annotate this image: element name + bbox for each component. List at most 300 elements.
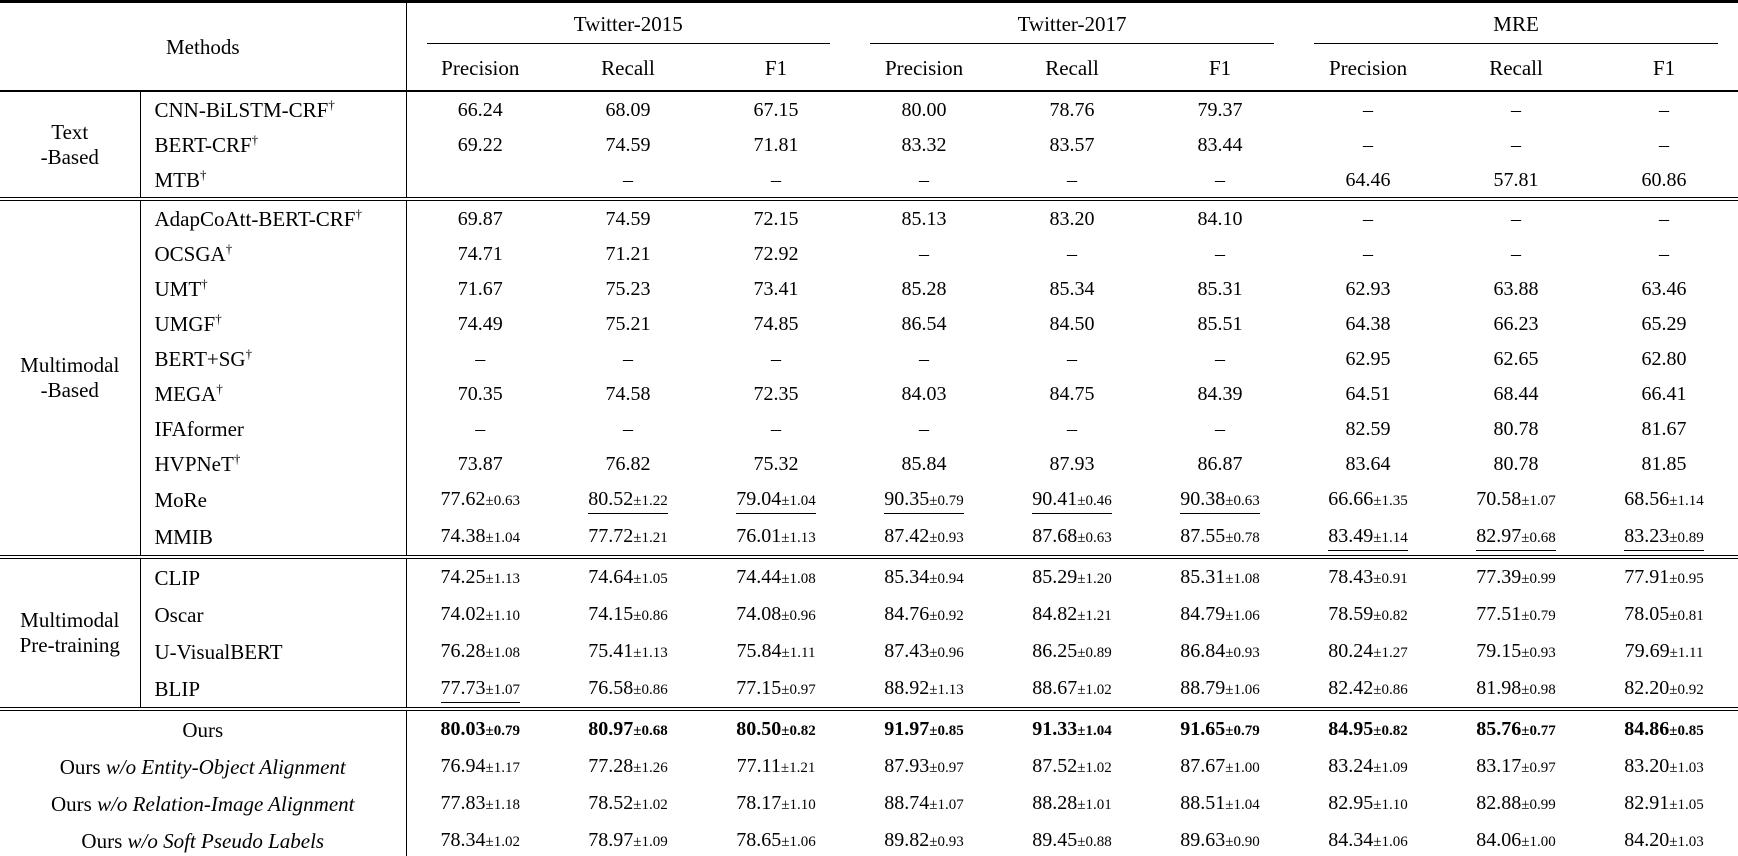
score-stddev: ±1.03	[1669, 759, 1704, 776]
score-stddev: ±1.18	[485, 796, 520, 813]
table-row	[0, 199, 1738, 236]
score-value: 87.55	[1180, 524, 1226, 547]
score-stddev: ±0.99	[1521, 570, 1556, 587]
method-name: Ours	[182, 717, 224, 742]
score-value: 86.25	[1032, 639, 1078, 662]
score-cell: 68.44	[1493, 382, 1539, 405]
score-stddev: ±0.93	[1521, 644, 1556, 661]
score-stddev: ±1.13	[781, 529, 816, 546]
score-cell: 85.34	[1049, 277, 1095, 300]
score-cell	[998, 822, 1146, 856]
underlined-value	[1328, 525, 1407, 551]
table-row	[0, 446, 1738, 481]
score-stddev: ±1.08	[781, 570, 816, 587]
score-cell	[998, 596, 1146, 633]
score-cell: –	[1511, 242, 1522, 265]
table-section	[0, 557, 1738, 709]
score-cell: –	[919, 347, 930, 370]
score-stddev: ±1.05	[633, 570, 668, 587]
score-cell	[1442, 709, 1590, 748]
underlined-value	[1476, 525, 1555, 551]
score-stddev: ±0.86	[633, 681, 668, 698]
score-stddev: ±0.98	[1521, 681, 1556, 698]
score-value: 91.65	[1180, 717, 1226, 740]
score-cell	[850, 670, 998, 709]
score-cell	[406, 162, 554, 199]
score-cell: –	[919, 417, 930, 440]
method-name: MEGA†	[140, 376, 406, 411]
underlined-value	[736, 488, 815, 514]
score-cell	[1294, 481, 1442, 518]
score-cell: 83.64	[1345, 452, 1391, 475]
score-stddev: ±0.94	[929, 570, 964, 587]
table-row	[0, 271, 1738, 306]
score-cell: 87.93	[1049, 452, 1095, 475]
underlined-value	[441, 677, 520, 703]
score-cell	[1590, 633, 1738, 670]
score-cell	[850, 748, 998, 785]
score-cell	[850, 822, 998, 856]
score-cell	[998, 518, 1146, 557]
score-cell: 84.10	[1197, 207, 1243, 230]
score-cell	[1146, 481, 1294, 518]
score-stddev: ±1.11	[1669, 644, 1704, 661]
method-name: IFAformer	[140, 411, 406, 446]
score-stddev: ±1.03	[1669, 833, 1704, 850]
score-stddev: ±1.22	[633, 492, 668, 509]
ablation-description: w/o Soft Pseudo Labels	[127, 828, 325, 853]
table-row	[0, 127, 1738, 162]
score-cell	[702, 670, 850, 709]
score-stddev: ±0.89	[1669, 529, 1704, 546]
table-row	[0, 341, 1738, 376]
score-value: 84.06	[1476, 828, 1522, 851]
methods-column-header: Methods	[166, 34, 240, 59]
score-stddev: ±1.10	[1373, 796, 1408, 813]
score-cell	[1294, 748, 1442, 785]
table-row	[0, 481, 1738, 518]
score-cell	[702, 822, 850, 856]
table-row	[0, 748, 1738, 785]
table-row	[0, 162, 1738, 199]
score-value: 78.52	[588, 791, 634, 814]
score-cell: –	[1067, 347, 1078, 370]
score-value: 84.34	[1328, 828, 1374, 851]
score-stddev: ±0.93	[1225, 644, 1260, 661]
score-stddev: ±0.82	[1373, 607, 1408, 624]
score-cell: 62.65	[1493, 347, 1539, 370]
score-cell	[702, 748, 850, 785]
score-value: 89.63	[1180, 828, 1226, 851]
score-cell: –	[771, 168, 782, 191]
score-cell	[1590, 785, 1738, 822]
method-name: AdapCoAtt-BERT-CRF†	[140, 199, 406, 236]
score-cell: 85.28	[901, 277, 947, 300]
metric-column-header: F1	[764, 56, 788, 80]
score-stddev: ±1.20	[1077, 570, 1112, 587]
table-row	[0, 633, 1738, 670]
score-stddev: ±1.17	[485, 759, 520, 776]
score-stddev: ±1.06	[1225, 607, 1260, 624]
score-stddev: ±1.13	[485, 570, 520, 587]
score-cell: 86.87	[1197, 452, 1243, 475]
score-value: 90.38	[1180, 487, 1226, 510]
score-value: 90.35	[884, 487, 930, 510]
score-stddev: ±0.63	[485, 492, 520, 509]
score-cell: 80.00	[901, 98, 947, 121]
score-value: 87.52	[1032, 754, 1078, 777]
score-cell	[406, 633, 554, 670]
score-cell: 80.78	[1493, 452, 1539, 475]
metric-column-header: F1	[1208, 56, 1232, 80]
score-value: 87.93	[884, 754, 930, 777]
score-stddev: ±1.11	[781, 644, 816, 661]
score-stddev: ±0.86	[633, 607, 668, 624]
score-cell	[1590, 557, 1738, 596]
score-stddev: ±0.85	[929, 722, 964, 739]
dataset-group-label: Twitter-2015	[427, 8, 831, 44]
score-cell: 74.58	[605, 382, 651, 405]
score-stddev: ±1.02	[1077, 759, 1112, 776]
score-value: 80.24	[1328, 639, 1374, 662]
score-cell: 83.44	[1197, 133, 1243, 156]
score-cell	[1294, 785, 1442, 822]
score-stddev: ±0.46	[1077, 492, 1112, 509]
score-value: 83.23	[1624, 524, 1670, 547]
dagger-mark: †	[201, 275, 208, 291]
score-cell: 72.35	[753, 382, 799, 405]
score-cell	[702, 785, 850, 822]
score-value: 70.58	[1476, 487, 1522, 510]
method-name: MoRe	[140, 481, 406, 518]
ablation-description: w/o Relation-Image Alignment	[97, 791, 355, 816]
score-cell: 63.46	[1641, 277, 1687, 300]
score-stddev: ±1.21	[1077, 607, 1112, 624]
score-value: 91.33	[1032, 717, 1078, 740]
score-value: 78.59	[1328, 602, 1374, 625]
score-stddev: ±0.96	[781, 607, 816, 624]
score-stddev: ±1.35	[1373, 492, 1408, 509]
score-cell	[850, 518, 998, 557]
score-value: 85.29	[1032, 565, 1078, 588]
score-cell	[406, 670, 554, 709]
score-value: 88.92	[884, 676, 930, 699]
score-stddev: ±1.14	[1373, 529, 1408, 546]
score-cell	[406, 748, 554, 785]
score-stddev: ±0.63	[1225, 492, 1260, 509]
score-value: 85.76	[1476, 717, 1522, 740]
score-cell: 81.85	[1641, 452, 1687, 475]
metric-column-header: Recall	[1045, 56, 1099, 80]
score-value: 78.34	[440, 828, 486, 851]
score-value: 68.56	[1624, 487, 1670, 510]
score-value: 77.72	[588, 524, 634, 547]
score-value: 74.38	[440, 524, 486, 547]
score-value: 88.79	[1180, 676, 1226, 699]
score-value: 84.20	[1624, 828, 1670, 851]
score-cell: –	[1659, 133, 1670, 156]
metric-column-header: F1	[1652, 56, 1676, 80]
score-stddev: ±1.05	[1669, 796, 1704, 813]
score-stddev: ±0.99	[1521, 796, 1556, 813]
score-cell	[1146, 785, 1294, 822]
table-row	[0, 411, 1738, 446]
score-value: 79.69	[1624, 639, 1670, 662]
score-cell: 63.88	[1493, 277, 1539, 300]
score-stddev: ±1.00	[1225, 759, 1260, 776]
score-cell	[702, 633, 850, 670]
score-cell	[702, 481, 850, 518]
score-value: 84.95	[1328, 717, 1374, 740]
score-cell	[850, 785, 998, 822]
score-cell	[554, 481, 702, 518]
score-value: 77.62	[440, 487, 486, 510]
score-cell: –	[1363, 242, 1374, 265]
score-cell: 67.15	[753, 98, 799, 121]
method-name: MTB†	[140, 162, 406, 199]
score-value: 74.15	[588, 602, 634, 625]
score-value: 85.31	[1180, 565, 1226, 588]
score-cell: 81.67	[1641, 417, 1687, 440]
score-cell: –	[1511, 133, 1522, 156]
score-value: 78.65	[736, 828, 782, 851]
score-value: 83.17	[1476, 754, 1522, 777]
dataset-group-label: Twitter-2017	[870, 8, 1274, 44]
score-stddev: ±1.27	[1373, 644, 1408, 661]
score-cell: 75.23	[605, 277, 651, 300]
score-cell: 64.46	[1345, 168, 1391, 191]
score-cell	[554, 633, 702, 670]
dagger-mark: †	[245, 345, 253, 361]
method-name: UMGF†	[140, 306, 406, 341]
score-value: 74.02	[440, 602, 486, 625]
score-stddev: ±0.79	[929, 492, 964, 509]
underlined-value	[1180, 488, 1259, 514]
score-stddev: ±0.78	[1225, 529, 1260, 546]
score-cell: 74.49	[406, 306, 554, 341]
method-name: CNN-BiLSTM-CRF†	[140, 91, 406, 127]
score-cell	[850, 709, 998, 748]
dagger-mark: †	[215, 310, 222, 326]
score-cell: 66.41	[1641, 382, 1687, 405]
score-stddev: ±1.10	[781, 796, 816, 813]
score-stddev: ±1.02	[485, 833, 520, 850]
score-stddev: ±1.14	[1669, 492, 1704, 509]
score-cell	[1590, 748, 1738, 785]
score-cell: –	[919, 168, 930, 191]
score-cell	[850, 596, 998, 633]
dagger-mark: †	[216, 380, 223, 396]
score-stddev: ±1.02	[633, 796, 668, 813]
table-row	[0, 518, 1738, 557]
metric-column-header: Precision	[406, 48, 554, 91]
score-value: 86.84	[1180, 639, 1226, 662]
score-cell	[998, 633, 1146, 670]
score-cell: 85.13	[901, 207, 947, 230]
score-stddev: ±0.92	[1669, 681, 1704, 698]
score-cell	[1442, 785, 1590, 822]
score-cell: 74.59	[605, 207, 651, 230]
score-stddev: ±1.02	[1077, 681, 1112, 698]
score-cell	[702, 596, 850, 633]
score-cell	[1442, 748, 1590, 785]
score-stddev: ±0.81	[1669, 607, 1704, 624]
score-cell: –	[1511, 98, 1522, 121]
score-cell	[850, 633, 998, 670]
table-row	[0, 306, 1738, 341]
score-value: 80.50	[736, 717, 782, 740]
table-row	[0, 236, 1738, 271]
score-value: 82.88	[1476, 791, 1522, 814]
metric-column-header: Precision	[1328, 56, 1408, 80]
score-cell: 76.82	[605, 452, 651, 475]
underlined-value	[1032, 488, 1111, 514]
score-cell: 84.75	[1049, 382, 1095, 405]
score-value: 89.45	[1032, 828, 1078, 851]
dataset-group-header	[1294, 2, 1738, 49]
score-stddev: ±0.82	[781, 722, 816, 739]
score-stddev: ±1.08	[485, 644, 520, 661]
score-value: 77.51	[1476, 602, 1522, 625]
score-stddev: ±1.07	[1521, 492, 1556, 509]
score-value: 78.05	[1624, 602, 1670, 625]
method-name: BLIP	[140, 670, 406, 709]
dagger-mark: †	[225, 240, 233, 256]
score-cell: 75.21	[605, 312, 651, 335]
table-header	[0, 2, 1738, 92]
score-stddev: ±1.04	[485, 529, 520, 546]
score-cell: 83.32	[901, 133, 947, 156]
score-stddev: ±0.95	[1669, 570, 1704, 587]
score-cell	[1590, 709, 1738, 748]
score-cell	[1590, 670, 1738, 709]
score-cell: –	[1659, 98, 1670, 121]
score-cell	[554, 557, 702, 596]
method-name: U-VisualBERT	[140, 633, 406, 670]
score-stddev: ±0.68	[1521, 529, 1556, 546]
score-cell	[1442, 481, 1590, 518]
score-value: 80.97	[588, 717, 634, 740]
score-stddev: ±0.85	[1669, 722, 1704, 739]
score-cell	[1442, 670, 1590, 709]
table-section	[0, 91, 1738, 199]
score-cell	[1442, 596, 1590, 633]
score-cell	[998, 557, 1146, 596]
score-value: 75.84	[736, 639, 782, 662]
score-cell	[554, 785, 702, 822]
method-name: Ours w/o Relation-Image Alignment	[51, 791, 355, 816]
score-stddev: ±1.01	[1077, 796, 1112, 813]
score-cell: 84.03	[901, 382, 947, 405]
score-cell: –	[1659, 242, 1670, 265]
score-cell: 65.29	[1641, 312, 1687, 335]
score-cell: 72.92	[753, 242, 799, 265]
score-value: 66.66	[1328, 487, 1374, 510]
score-cell: –	[623, 168, 633, 191]
score-cell	[1146, 557, 1294, 596]
score-value: 89.82	[884, 828, 930, 851]
score-cell	[1442, 518, 1590, 557]
score-cell	[1294, 633, 1442, 670]
score-stddev: ±1.04	[781, 492, 816, 509]
score-value: 82.91	[1624, 791, 1670, 814]
score-value: 74.08	[736, 602, 782, 625]
score-cell: –	[1067, 168, 1078, 191]
dataset-group-header	[406, 2, 850, 49]
score-cell: 64.51	[1345, 382, 1391, 405]
score-value: 84.76	[884, 602, 930, 625]
score-cell	[1146, 670, 1294, 709]
method-name: OCSGA†	[140, 236, 406, 271]
score-value: 76.94	[440, 754, 486, 777]
score-value: 88.67	[1032, 676, 1078, 699]
score-value: 88.28	[1032, 791, 1078, 814]
score-cell	[998, 481, 1146, 518]
score-stddev: ±1.06	[781, 833, 816, 850]
score-cell	[1294, 518, 1442, 557]
score-value: 74.64	[588, 565, 634, 588]
score-cell	[554, 709, 702, 748]
method-name: CLIP	[140, 557, 406, 596]
score-stddev: ±1.13	[633, 644, 668, 661]
score-cell: –	[1215, 417, 1226, 440]
score-cell: –	[919, 242, 930, 265]
score-cell	[850, 481, 998, 518]
score-value: 78.97	[588, 828, 634, 851]
score-stddev: ±1.06	[1373, 833, 1408, 850]
metric-column-header: Recall	[1489, 56, 1543, 80]
score-value: 75.41	[588, 639, 634, 662]
score-cell	[1590, 822, 1738, 856]
score-cell: 80.78	[1493, 417, 1539, 440]
score-cell: 60.86	[1641, 168, 1687, 191]
score-value: 82.97	[1476, 524, 1522, 547]
score-stddev: ±1.09	[633, 833, 668, 850]
table-row	[0, 670, 1738, 709]
score-stddev: ±0.89	[1077, 644, 1112, 661]
dagger-mark: †	[328, 96, 335, 112]
score-value: 77.83	[440, 791, 486, 814]
score-stddev: ±0.77	[1521, 722, 1556, 739]
score-cell: –	[623, 417, 633, 440]
score-stddev: ±0.82	[1373, 722, 1408, 739]
score-value: 79.04	[736, 487, 782, 510]
score-cell	[702, 709, 850, 748]
method-name: BERT-CRF†	[140, 127, 406, 162]
score-stddev: ±0.88	[1077, 833, 1112, 850]
score-stddev: ±0.79	[1225, 722, 1260, 739]
score-cell: 66.23	[1493, 312, 1539, 335]
underlined-value	[1624, 525, 1703, 551]
score-value: 80.52	[588, 487, 634, 510]
score-cell	[554, 596, 702, 633]
score-cell	[702, 518, 850, 557]
metric-column-header: Recall	[601, 56, 655, 80]
score-cell: 70.35	[406, 376, 554, 411]
table-row	[0, 557, 1738, 596]
dagger-mark: †	[355, 205, 362, 221]
score-cell	[1146, 518, 1294, 557]
score-cell: –	[1511, 207, 1522, 230]
score-cell: –	[1363, 98, 1374, 121]
score-cell: 72.15	[753, 207, 799, 230]
score-value: 76.58	[588, 676, 634, 699]
score-cell: 62.95	[1345, 347, 1391, 370]
score-value: 77.11	[736, 754, 781, 777]
score-cell: 57.81	[1493, 168, 1539, 191]
score-cell	[554, 670, 702, 709]
score-cell	[554, 748, 702, 785]
